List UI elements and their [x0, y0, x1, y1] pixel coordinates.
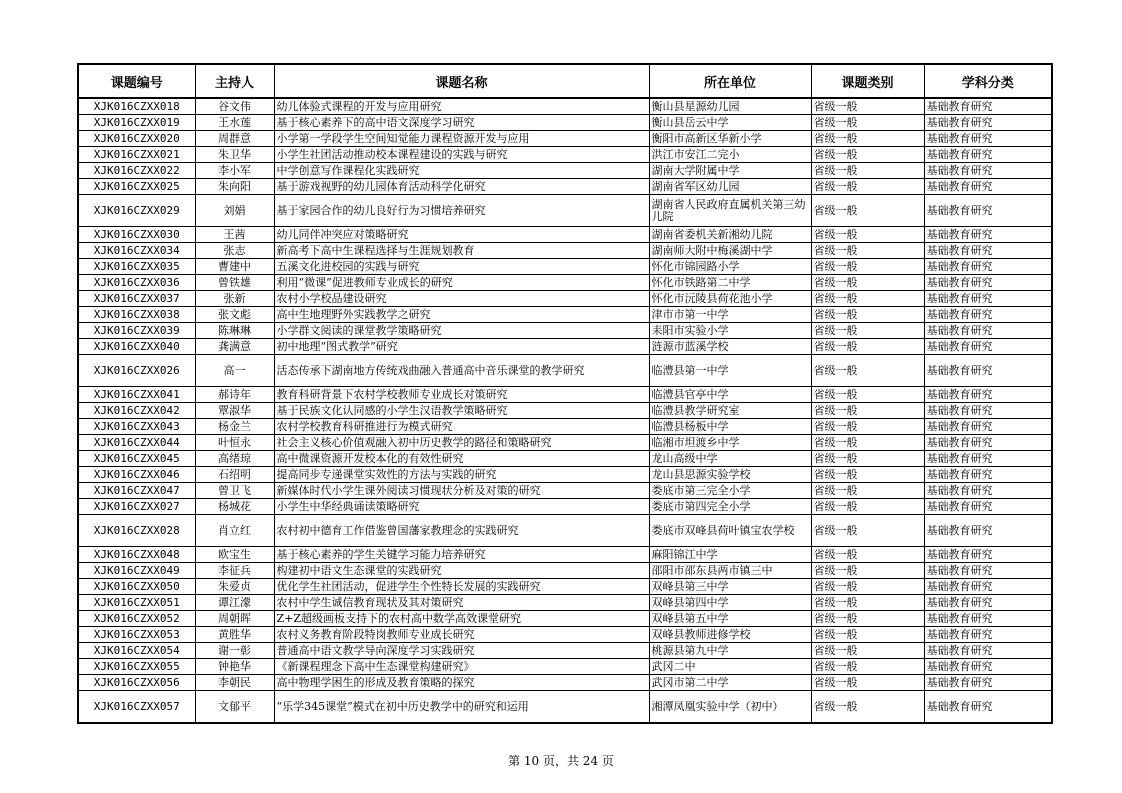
cell-project-code: XJK016CZXX021 — [78, 147, 195, 163]
cell-host: 欧宝生 — [195, 547, 274, 563]
cell-host: 李朝民 — [195, 675, 274, 691]
table-row — [78, 483, 1052, 499]
cell-category: 省级一般 — [811, 98, 924, 115]
cell-unit: 湖南省委机关新湘幼儿院 — [649, 227, 811, 243]
cell-project-code: XJK016CZXX034 — [78, 243, 195, 259]
cell-project-code: XJK016CZXX036 — [78, 275, 195, 291]
cell-project-title: 高中微课资源开发校本化的有效性研究 — [274, 451, 649, 467]
table-row — [78, 563, 1052, 579]
cell-project-title: 教育科研背景下农村学校教师专业成长对策研究 — [274, 387, 649, 403]
cell-host: 覃淑华 — [195, 403, 274, 419]
cell-subject: 基础教育研究 — [924, 163, 1052, 179]
cell-host: 杨城花 — [195, 499, 274, 515]
table-row — [78, 323, 1052, 339]
cell-category: 省级一般 — [811, 483, 924, 499]
cell-project-title: 农村义务教育阶段特岗教师专业成长研究 — [274, 627, 649, 643]
cell-project-title: 农村学校教育科研推进行为模式研究 — [274, 419, 649, 435]
table-row — [78, 115, 1052, 131]
cell-project-code: XJK016CZXX029 — [78, 195, 195, 227]
cell-unit: 衡山县岳云中学 — [649, 115, 811, 131]
cell-host: 谭江濛 — [195, 595, 274, 611]
cell-category: 省级一般 — [811, 419, 924, 435]
cell-host: 曹建中 — [195, 259, 274, 275]
header-category: 课题类别 — [811, 64, 924, 98]
table-row — [78, 195, 1052, 227]
cell-host: 曾铁雄 — [195, 275, 274, 291]
cell-project-title: 基于核心素养下的高中语文深度学习研究 — [274, 115, 649, 131]
cell-subject: 基础教育研究 — [924, 403, 1052, 419]
cell-host: 朱卫华 — [195, 147, 274, 163]
cell-category: 省级一般 — [811, 179, 924, 195]
cell-host: 杨金兰 — [195, 419, 274, 435]
table-row — [78, 179, 1052, 195]
table-row — [78, 515, 1052, 547]
cell-project-title: 高中物理学困生的形成及教育策略的探究 — [274, 675, 649, 691]
cell-unit: 邵阳市邵东县两市镇三中 — [649, 563, 811, 579]
cell-unit: 临澧县杨板中学 — [649, 419, 811, 435]
cell-unit: 涟源市蓝溪学校 — [649, 339, 811, 355]
table-row — [78, 339, 1052, 355]
cell-category: 省级一般 — [811, 291, 924, 307]
cell-host: 朱爱贞 — [195, 579, 274, 595]
cell-project-title: 提高同步专递课堂实效性的方法与实践的研究 — [274, 467, 649, 483]
cell-category: 省级一般 — [811, 147, 924, 163]
cell-project-title: 中学创意写作课程化实践研究 — [274, 163, 649, 179]
cell-project-title: 农村中学生诚信教育现状及其对策研究 — [274, 595, 649, 611]
table-row — [78, 659, 1052, 675]
cell-project-code: XJK016CZXX038 — [78, 307, 195, 323]
cell-unit: 娄底市双峰县荷叶镇宝农学校 — [649, 515, 811, 547]
table-row — [78, 595, 1052, 611]
table-row — [78, 131, 1052, 147]
cell-subject: 基础教育研究 — [924, 483, 1052, 499]
cell-project-title: 五溪文化进校园的实践与研究 — [274, 259, 649, 275]
cell-subject: 基础教育研究 — [924, 659, 1052, 675]
cell-host: 张志 — [195, 243, 274, 259]
cell-project-code: XJK016CZXX026 — [78, 355, 195, 387]
cell-category: 省级一般 — [811, 467, 924, 483]
cell-unit: 临澧县教学研究室 — [649, 403, 811, 419]
cell-project-code: XJK016CZXX047 — [78, 483, 195, 499]
cell-project-title: 活态传承下湖南地方传统戏曲融入普通高中音乐课堂的教学研究 — [274, 355, 649, 387]
cell-subject: 基础教育研究 — [924, 323, 1052, 339]
cell-category: 省级一般 — [811, 163, 924, 179]
cell-project-code: XJK016CZXX052 — [78, 611, 195, 627]
cell-project-title: 新高考下高中生课程选择与生涯规划教育 — [274, 243, 649, 259]
cell-category: 省级一般 — [811, 227, 924, 243]
cell-host: 郝诗年 — [195, 387, 274, 403]
table-row — [78, 259, 1052, 275]
cell-subject: 基础教育研究 — [924, 195, 1052, 227]
cell-unit: 湖南大学附属中学 — [649, 163, 811, 179]
cell-project-code: XJK016CZXX049 — [78, 563, 195, 579]
cell-project-code: XJK016CZXX022 — [78, 163, 195, 179]
cell-project-title: 优化学生社团活动，促进学生个性特长发展的实践研究 — [274, 579, 649, 595]
cell-project-title: 小学群文阅读的课堂教学策略研究 — [274, 323, 649, 339]
cell-subject: 基础教育研究 — [924, 563, 1052, 579]
table-body — [78, 98, 1052, 723]
cell-category: 省级一般 — [811, 579, 924, 595]
cell-category: 省级一般 — [811, 115, 924, 131]
table-row — [78, 451, 1052, 467]
cell-category: 省级一般 — [811, 195, 924, 227]
table-row — [78, 243, 1052, 259]
cell-project-code: XJK016CZXX053 — [78, 627, 195, 643]
cell-subject: 基础教育研究 — [924, 515, 1052, 547]
cell-project-code: XJK016CZXX028 — [78, 515, 195, 547]
cell-category: 省级一般 — [811, 339, 924, 355]
table-row — [78, 163, 1052, 179]
cell-subject: 基础教育研究 — [924, 307, 1052, 323]
cell-project-title: 社会主义核心价值观融入初中历史教学的路径和策略研究 — [274, 435, 649, 451]
cell-project-code: XJK016CZXX045 — [78, 451, 195, 467]
cell-project-title: 初中地理“图式教学”研究 — [274, 339, 649, 355]
cell-project-title: 农村小学校品建设研究 — [274, 291, 649, 307]
cell-host: 朱向阳 — [195, 179, 274, 195]
cell-project-title: 基于民族文化认同感的小学生汉语教学策略研究 — [274, 403, 649, 419]
cell-project-title: 构建初中语文生态课堂的实践研究 — [274, 563, 649, 579]
cell-subject: 基础教育研究 — [924, 147, 1052, 163]
cell-unit: 临湘市坦渡乡中学 — [649, 435, 811, 451]
table-header-row — [78, 64, 1052, 98]
cell-unit: 麻阳锦江中学 — [649, 547, 811, 563]
cell-host: 文郁平 — [195, 691, 274, 724]
cell-host: 谢一彰 — [195, 643, 274, 659]
table-row — [78, 435, 1052, 451]
cell-project-code: XJK016CZXX057 — [78, 691, 195, 724]
cell-subject: 基础教育研究 — [924, 451, 1052, 467]
table-row — [78, 643, 1052, 659]
cell-project-code: XJK016CZXX018 — [78, 98, 195, 115]
cell-project-code: XJK016CZXX041 — [78, 387, 195, 403]
cell-category: 省级一般 — [811, 403, 924, 419]
table-row — [78, 499, 1052, 515]
cell-project-code: XJK016CZXX056 — [78, 675, 195, 691]
cell-subject: 基础教育研究 — [924, 259, 1052, 275]
table-row — [78, 467, 1052, 483]
cell-host: 王水莲 — [195, 115, 274, 131]
cell-unit: 双峰县第三中学 — [649, 579, 811, 595]
cell-project-code: XJK016CZXX037 — [78, 291, 195, 307]
cell-unit: 双峰县第五中学 — [649, 611, 811, 627]
page-footer: 第 10 页，共 24 页 — [508, 754, 614, 768]
cell-host: 周群意 — [195, 131, 274, 147]
table-row — [78, 387, 1052, 403]
cell-project-code: XJK016CZXX051 — [78, 595, 195, 611]
cell-unit: 龙山县思源实验学校 — [649, 467, 811, 483]
cell-project-title: 幼儿同伴冲突应对策略研究 — [274, 227, 649, 243]
cell-host: 谷文伟 — [195, 98, 274, 115]
cell-project-title: Z+Z超级画板支持下的农村高中数学高效课堂研究 — [274, 611, 649, 627]
cell-subject: 基础教育研究 — [924, 579, 1052, 595]
cell-project-title: 基于游戏视野的幼儿园体育活动科学化研究 — [274, 179, 649, 195]
cell-project-code: XJK016CZXX027 — [78, 499, 195, 515]
cell-unit: 洪江市安江二完小 — [649, 147, 811, 163]
cell-subject: 基础教育研究 — [924, 419, 1052, 435]
cell-subject: 基础教育研究 — [924, 227, 1052, 243]
header-subject: 学科分类 — [924, 64, 1052, 98]
cell-subject: 基础教育研究 — [924, 275, 1052, 291]
table-row — [78, 579, 1052, 595]
table-row — [78, 611, 1052, 627]
cell-category: 省级一般 — [811, 131, 924, 147]
cell-project-code: XJK016CZXX048 — [78, 547, 195, 563]
cell-project-title: 高中生地理野外实践教学之研究 — [274, 307, 649, 323]
cell-project-code: XJK016CZXX039 — [78, 323, 195, 339]
cell-subject: 基础教育研究 — [924, 115, 1052, 131]
cell-project-code: XJK016CZXX050 — [78, 579, 195, 595]
cell-project-title: 基于核心素养的学生关键学习能力培养研究 — [274, 547, 649, 563]
cell-project-title: 小学第一学段学生空间知觉能力课程资源开发与应用 — [274, 131, 649, 147]
table-row — [78, 355, 1052, 387]
cell-project-title: 基于家园合作的幼儿良好行为习惯培养研究 — [274, 195, 649, 227]
cell-host: 曾卫飞 — [195, 483, 274, 499]
cell-host: 李小军 — [195, 163, 274, 179]
cell-subject: 基础教育研究 — [924, 467, 1052, 483]
cell-category: 省级一般 — [811, 627, 924, 643]
cell-unit: 桃源县第九中学 — [649, 643, 811, 659]
cell-subject: 基础教育研究 — [924, 387, 1052, 403]
cell-category: 省级一般 — [811, 515, 924, 547]
cell-project-title: 《新课程理念下高中生态课堂构建研究》 — [274, 659, 649, 675]
cell-category: 省级一般 — [811, 307, 924, 323]
cell-unit: 武冈二中 — [649, 659, 811, 675]
cell-category: 省级一般 — [811, 259, 924, 275]
table-row — [78, 227, 1052, 243]
cell-subject: 基础教育研究 — [924, 643, 1052, 659]
cell-category: 省级一般 — [811, 595, 924, 611]
cell-unit: 湘潭凤凰实验中学（初中） — [649, 691, 811, 724]
cell-category: 省级一般 — [811, 435, 924, 451]
cell-subject: 基础教育研究 — [924, 499, 1052, 515]
cell-project-title: 小学生中华经典诵读策略研究 — [274, 499, 649, 515]
cell-project-code: XJK016CZXX055 — [78, 659, 195, 675]
cell-project-code: XJK016CZXX040 — [78, 339, 195, 355]
table-row — [78, 98, 1052, 115]
cell-unit: 双峰县第四中学 — [649, 595, 811, 611]
cell-category: 省级一般 — [811, 275, 924, 291]
cell-unit: 龙山高级中学 — [649, 451, 811, 467]
cell-unit: 耒阳市实验小学 — [649, 323, 811, 339]
header-unit: 所在单位 — [649, 64, 811, 98]
cell-subject: 基础教育研究 — [924, 243, 1052, 259]
cell-host: 黄胜华 — [195, 627, 274, 643]
cell-host: 张文彪 — [195, 307, 274, 323]
cell-host: 石绍明 — [195, 467, 274, 483]
cell-unit: 怀化市沅陵县荷花池小学 — [649, 291, 811, 307]
cell-subject: 基础教育研究 — [924, 131, 1052, 147]
cell-unit: 津市市第一中学 — [649, 307, 811, 323]
cell-host: 张新 — [195, 291, 274, 307]
table-row — [78, 419, 1052, 435]
cell-category: 省级一般 — [811, 355, 924, 387]
cell-subject: 基础教育研究 — [924, 339, 1052, 355]
cell-project-title: 利用“微课”促进教师专业成长的研究 — [274, 275, 649, 291]
cell-unit: 临澧县官亭中学 — [649, 387, 811, 403]
table-row — [78, 403, 1052, 419]
cell-project-title: 普通高中语文教学导向深度学习实践研究 — [274, 643, 649, 659]
cell-project-code: XJK016CZXX042 — [78, 403, 195, 419]
cell-category: 省级一般 — [811, 387, 924, 403]
cell-project-title: 幼儿体验式课程的开发与应用研究 — [274, 98, 649, 115]
table-row — [78, 627, 1052, 643]
cell-host: 周朝晖 — [195, 611, 274, 627]
cell-project-title: 新媒体时代小学生课外阅读习惯现状分析及对策的研究 — [274, 483, 649, 499]
table-row — [78, 691, 1052, 724]
cell-category: 省级一般 — [811, 659, 924, 675]
cell-project-code: XJK016CZXX025 — [78, 179, 195, 195]
cell-host: 钟艳华 — [195, 659, 274, 675]
cell-unit: 衡阳市高新区华新小学 — [649, 131, 811, 147]
cell-subject: 基础教育研究 — [924, 179, 1052, 195]
cell-host: 叶恒永 — [195, 435, 274, 451]
cell-host: 陈琳琳 — [195, 323, 274, 339]
cell-project-title: 农村初中德育工作借鉴曾国藩家教理念的实践研究 — [274, 515, 649, 547]
cell-project-code: XJK016CZXX054 — [78, 643, 195, 659]
cell-unit: 武冈市第二中学 — [649, 675, 811, 691]
cell-host: 王茜 — [195, 227, 274, 243]
cell-project-code: XJK016CZXX020 — [78, 131, 195, 147]
cell-unit: 双峰县教师进修学校 — [649, 627, 811, 643]
cell-project-code: XJK016CZXX030 — [78, 227, 195, 243]
cell-unit: 怀化市锦园路小学 — [649, 259, 811, 275]
cell-project-code: XJK016CZXX019 — [78, 115, 195, 131]
cell-unit: 湖南师大附中梅溪湖中学 — [649, 243, 811, 259]
cell-project-code: XJK016CZXX044 — [78, 435, 195, 451]
header-host: 主持人 — [195, 64, 274, 98]
header-project-code: 课题编号 — [78, 64, 195, 98]
cell-host: 龚满意 — [195, 339, 274, 355]
table-row — [78, 147, 1052, 163]
cell-category: 省级一般 — [811, 243, 924, 259]
cell-subject: 基础教育研究 — [924, 98, 1052, 115]
cell-subject: 基础教育研究 — [924, 675, 1052, 691]
cell-category: 省级一般 — [811, 691, 924, 724]
project-table — [77, 63, 1053, 724]
header-project-title: 课题名称 — [274, 64, 649, 98]
cell-project-code: XJK016CZXX043 — [78, 419, 195, 435]
cell-host: 肖立红 — [195, 515, 274, 547]
cell-unit: 怀化市铁路第二中学 — [649, 275, 811, 291]
cell-category: 省级一般 — [811, 675, 924, 691]
cell-category: 省级一般 — [811, 499, 924, 515]
cell-host: 李征兵 — [195, 563, 274, 579]
cell-subject: 基础教育研究 — [924, 547, 1052, 563]
cell-category: 省级一般 — [811, 611, 924, 627]
cell-project-code: XJK016CZXX035 — [78, 259, 195, 275]
cell-unit: 衡山县星源幼儿园 — [649, 98, 811, 115]
cell-category: 省级一般 — [811, 323, 924, 339]
cell-category: 省级一般 — [811, 563, 924, 579]
cell-unit: 娄底市第三完全小学 — [649, 483, 811, 499]
cell-host: 高一 — [195, 355, 274, 387]
cell-project-title: “乐学345课堂”模式在初中历史教学中的研究和运用 — [274, 691, 649, 724]
cell-category: 省级一般 — [811, 547, 924, 563]
cell-subject: 基础教育研究 — [924, 691, 1052, 724]
table-row — [78, 547, 1052, 563]
cell-subject: 基础教育研究 — [924, 595, 1052, 611]
cell-host: 刘娟 — [195, 195, 274, 227]
table-row — [78, 307, 1052, 323]
cell-subject: 基础教育研究 — [924, 291, 1052, 307]
cell-category: 省级一般 — [811, 643, 924, 659]
table-row — [78, 675, 1052, 691]
cell-subject: 基础教育研究 — [924, 611, 1052, 627]
cell-project-code: XJK016CZXX046 — [78, 467, 195, 483]
table-row — [78, 275, 1052, 291]
cell-subject: 基础教育研究 — [924, 435, 1052, 451]
cell-unit: 湖南省人民政府直属机关第三幼儿院 — [649, 195, 811, 227]
cell-host: 高绪琼 — [195, 451, 274, 467]
cell-unit: 湖南省军区幼儿园 — [649, 179, 811, 195]
cell-unit: 娄底市第四完全小学 — [649, 499, 811, 515]
cell-project-title: 小学生社团活动推动校本课程建设的实践与研究 — [274, 147, 649, 163]
table-row — [78, 291, 1052, 307]
cell-subject: 基础教育研究 — [924, 627, 1052, 643]
cell-subject: 基础教育研究 — [924, 355, 1052, 387]
cell-unit: 临澧县第一中学 — [649, 355, 811, 387]
cell-category: 省级一般 — [811, 451, 924, 467]
